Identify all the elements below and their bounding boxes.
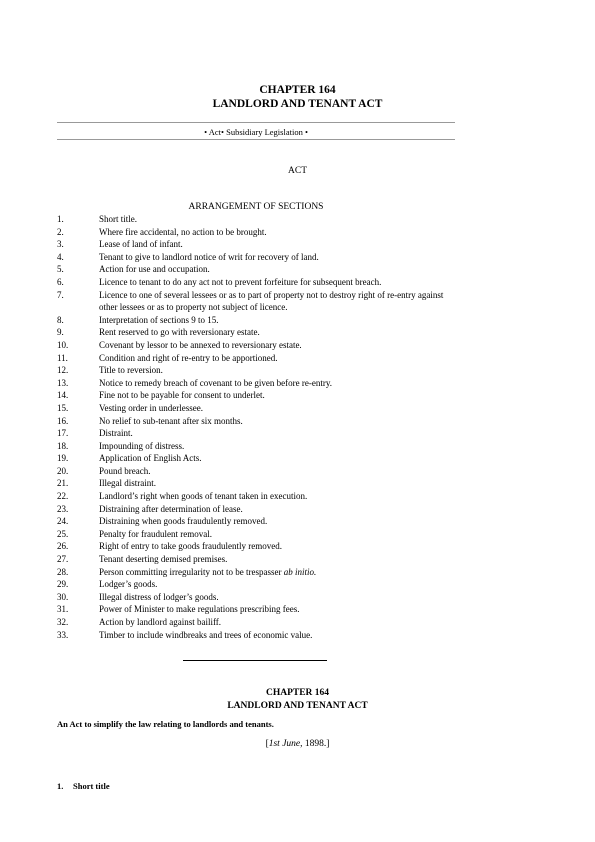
section-title: Action for use and occupation.: [99, 264, 210, 275]
section-title: Right of entry to take goods fraudulently removed.: [99, 541, 282, 552]
section-number: 17.: [57, 428, 69, 439]
section-entry: [0, 528, 595, 541]
section-number: 16.: [57, 415, 69, 426]
section-entry: [0, 566, 595, 579]
section-entry: [0, 477, 595, 490]
section-title: Person committing irregularity not to be trespasser ab initio.: [99, 566, 317, 577]
section-entry: [0, 213, 595, 226]
section-number: 11.: [57, 352, 68, 363]
section-entry: [0, 314, 595, 327]
section-title: Action by landlord against bailiff.: [99, 617, 222, 627]
section-entry: [0, 276, 595, 289]
section-title: Power of Minister to make regulations prescribing fees.: [99, 604, 300, 615]
section-entry: [0, 503, 595, 516]
section-number: 2.: [57, 226, 64, 237]
section-number: 29.: [57, 579, 69, 590]
section-entry: [0, 415, 595, 428]
section-title: Distraining when goods fraudulently removed.: [99, 516, 268, 527]
bottom-divider: [57, 139, 455, 140]
section-entry: [0, 377, 595, 390]
section-number: 24.: [57, 516, 69, 527]
section-number: 9.: [57, 327, 64, 338]
section-divider: [183, 660, 327, 661]
section-number: 14.: [57, 390, 69, 401]
section-entry: [0, 263, 595, 276]
section-entry: [0, 578, 595, 591]
section-title: Tenant to give to landlord notice of writ for recovery of land.: [99, 251, 319, 262]
section-number: 5.: [57, 264, 64, 275]
section-entry: [0, 440, 595, 453]
section-title: Vesting order in underlessee.: [99, 402, 203, 413]
section-number: 22.: [57, 491, 69, 502]
section-title: Distraining after determination of lease.: [99, 503, 243, 514]
body-chapter-heading: CHAPTER 164: [265, 688, 330, 698]
section-title: Licence to tenant to do any act not to prevent forfeiture for subsequent breach.: [99, 276, 382, 287]
section-entry: [0, 289, 595, 314]
section-title: Landlord’s right when goods of tenant taken in execution.: [99, 491, 308, 502]
section-title: Notice to remedy breach of covenant to be given before re-entry.: [99, 377, 333, 388]
section-number: 7.: [57, 289, 64, 300]
section-number: 8.: [57, 314, 64, 325]
act-title: LANDLORD AND TENANT ACT: [212, 98, 383, 110]
section-entry: [0, 402, 595, 415]
section-entry: [0, 339, 595, 352]
section-entry: [0, 427, 595, 440]
top-divider: [57, 122, 455, 123]
section-title: No relief to sub-tenant after six months.: [99, 415, 243, 426]
section-number: 4.: [57, 251, 64, 262]
section-entry: [0, 364, 595, 377]
long-title: An Act to simplify the law relating to landlords and tenants.: [57, 719, 274, 729]
section-entry: [0, 389, 595, 402]
section-entry: [0, 540, 595, 553]
section-number: 1.: [57, 214, 64, 224]
sections-list: [0, 213, 595, 641]
section-title: Illegal distraint.: [99, 478, 156, 489]
section-title: Distraint.: [99, 428, 133, 439]
section-number: 28.: [57, 566, 69, 577]
section-entry: [0, 352, 595, 365]
section-title: Licence to one of several lessees or as to part of property not to destroy right of re-entry against other lessees or as to property not subject of licence.: [99, 289, 444, 313]
section-entry: [0, 553, 595, 566]
chapter-heading: CHAPTER 164: [259, 84, 336, 96]
section-title: Rent reserved to go with reversionary estate.: [99, 327, 260, 338]
section-title: Lease of land of infant.: [99, 239, 183, 250]
arrangement-heading: ARRANGEMENT OF SECTIONS: [188, 202, 324, 212]
section-entry: [0, 238, 595, 251]
section-number: 3.: [57, 239, 64, 250]
section-number: 26.: [57, 541, 69, 552]
section-entry: [0, 515, 595, 528]
act-label: ACT: [288, 166, 307, 176]
section-entry: [0, 465, 595, 478]
body-act-title: LANDLORD AND TENANT ACT: [227, 701, 368, 711]
section-number: 10.: [57, 339, 69, 350]
section-title: Impounding of distress.: [99, 440, 185, 451]
section-title: Lodger’s goods.: [99, 579, 158, 590]
section-title: Application of English Acts.: [99, 453, 202, 464]
section-title: Short title.: [99, 214, 137, 224]
section-number: 33.: [57, 629, 69, 640]
section-entry: [0, 251, 595, 264]
section-title: Interpretation of sections 9 to 15.: [99, 314, 219, 325]
section-title: Fine not to be payable for consent to underlet.: [99, 390, 265, 401]
section-number: 21.: [57, 478, 69, 489]
section-title: Covenant by lessor to be annexed to reversionary estate.: [99, 339, 302, 350]
section-title: Tenant deserting demised premises.: [99, 554, 228, 565]
section-number: 20.: [57, 465, 69, 476]
section-entry: [0, 616, 595, 629]
section-number: 13.: [57, 377, 69, 388]
section-entry: [0, 226, 595, 239]
section-entry: [0, 629, 595, 642]
section-heading: 1. Short title: [57, 781, 110, 791]
section-number: 30.: [57, 591, 69, 602]
document-links: • Act• Subsidiary Legislation •: [204, 127, 308, 137]
section-number: 23.: [57, 503, 69, 514]
section-entry: [0, 591, 595, 604]
section-title: Penalty for fraudulent removal.: [99, 528, 212, 539]
section-title: Illegal distress of lodger’s goods.: [99, 591, 219, 602]
section-title: Condition and right of re-entry to be apportioned.: [99, 352, 278, 363]
section-title: Where fire accidental, no action to be brought.: [99, 226, 267, 237]
section-number: 12.: [57, 365, 69, 376]
section-entry: [0, 603, 595, 616]
section-number: 31.: [57, 604, 69, 615]
section-number: 32.: [57, 617, 69, 627]
section-entry: [0, 490, 595, 503]
section-number: 6.: [57, 276, 64, 287]
subsidiary-legislation-link[interactable]: Subsidiary Legislation: [226, 127, 303, 137]
section-title: Title to reversion.: [99, 365, 163, 376]
section-number: 25.: [57, 528, 69, 539]
section-number: 18.: [57, 440, 69, 451]
section-title: Pound breach.: [99, 465, 151, 476]
act-link[interactable]: Act: [208, 127, 221, 137]
section-number: 15.: [57, 402, 69, 413]
section-number: 19.: [57, 453, 69, 464]
section-title: Timber to include windbreaks and trees of economic value.: [99, 629, 313, 640]
section-number: 27.: [57, 554, 69, 565]
section-entry: [0, 326, 595, 339]
section-entry: [0, 452, 595, 465]
commencement-date: [1st June, 1898.]: [265, 739, 330, 749]
